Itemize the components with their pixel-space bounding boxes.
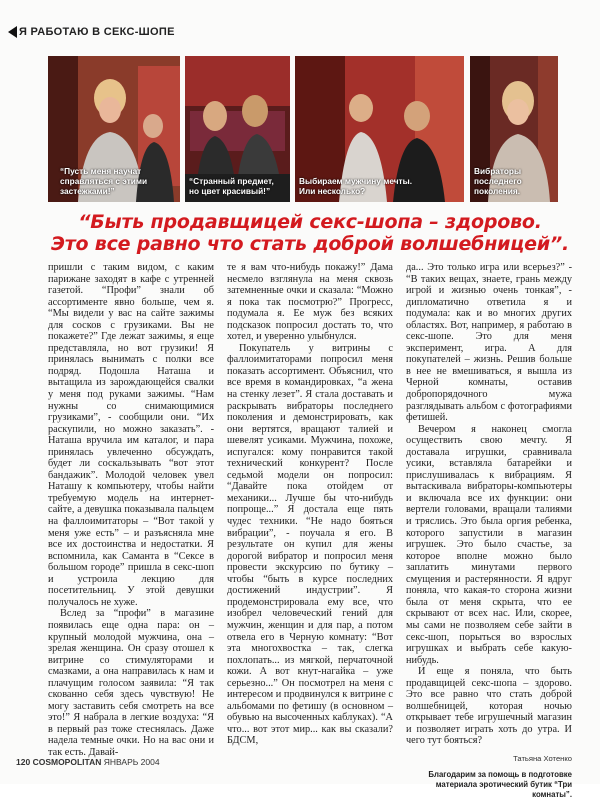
pull-quote-headline xyxy=(48,211,572,255)
paragraph: И еще я поняла, что быть продавщицей секс-шопа – здорово. Это все равно что стать доброй волшебницей, которая ночью открывает тебе игрушечный магазин и позволяет играть хоть до утра. И чего тут бояться? xyxy=(406,666,572,747)
article-column-1 xyxy=(48,262,214,758)
headline-line-2: Это все равно что стать доброй волшебницей”. xyxy=(50,233,570,255)
section-tag xyxy=(8,26,175,38)
page-number: 120 xyxy=(16,757,31,767)
page-footer xyxy=(16,757,160,767)
paragraph: Покупатель у витрины с фаллоимитаторами попросил меня показать ассортимент. Объяснил, что все время в командировках, “а жена на стенку лезет”. Я стала доставать и раскрывать вибраторы последнего поколения и демонстрировать, как они вертятся, вращают талией и шевелят усиками. Мужчина, похоже, испугался: кому понравится такой технический конкурент? После седьмой модели он попросил: “Давайте пока отойдем от механики... Лучше бы что-нибудь попроще...” Я достала еще пять чудес техники. “Не надо бояться вибрации”, - поучала я его. В результате он купил для жены дорогой вибратор и попросил меня провести экскурсию по бутику – чтобы “быть в курсе последних достижений индустрии”. Я продемонстрировала ему все, что изобрел человеческий гений для мужчин, женщин и для пар, а потом отвела его в Черную комнату: “Вот эта многохвостка – так, слегка похлопать... из мягкой, перчаточной кожи. А вот кнут-нагайка – уже серьезно...” Он посмотрел на меня с интересом и продвинулся к витрине с альбомами по фетишу (в основном – обувью на высоченных каблуках). “А что... вот этот мир... как вы сказали? БДСМ, xyxy=(227,342,393,747)
paragraph: пришли с таким видом, с каким парижане заходят в кафе с утренней газетой. “Профи” знали об ассортименте явно больше, чем я. “Мы видели у вас на сайте зажимы для сосков с грузиками. Вы не покажете?” Где лежат зажимы, я еще представляла, но вот грузики! Я принялась вынимать с полки все подряд. Подошла Наташа и вытащила из зарождающейся свалки у меня под руками зажимы. “Нам нужны со снимающимися грузиками”, - сообщили они. “Их раскупили, но можно заказать”. - Наташа вручила им каталог, и пара принялась увлеченно обсуждать, будет ли соскальзывать “вот этот бандажик”. Молодой человек увел Наташу к компьютеру, чтобы найти требуемую модель на интернет-сайте, а девушка показывала пальцем на фаллоимитаторы – “Вот такой у меня уже есть” – и разъясняла мне все их достоинства и недостатки. Я вспомнила, как Саманта в “Сексе в большом городе” пришла в секс-шоп и устроила лекцию для посетительниц. У этой девушки получалось не хуже. xyxy=(48,262,214,608)
author-signature: Татьяна Хотенко xyxy=(513,753,572,763)
triangle-left-icon xyxy=(8,26,17,38)
issue-date: ЯНВАРЬ 2004 xyxy=(103,757,160,767)
paragraph: Вслед за “профи” в магазине появилась еще одна пара: он – крупный молодой мужчина, она – зрелая женщина. Он сразу отошел к витрине со стимуляторами и смазками, а она направилась к нам и плачущим голосом заявила: “Я так скованно себя здесь чувствую! Не могу заставить себя смотреть на все это!” Я набрала в легкие воздуха: “Я в первый раз тоже стеснялась. Даже надела темные очки. Но на вас они и так есть. Давай- xyxy=(48,608,214,758)
paragraph: Вечером я наконец смогла осуществить свою мечту. Я доставала игрушки, сравнивала усики, вставляла батарейки и прислушивалась к вибрациям. Я вытаскивала вибраторы-компьютеры и включала все их функции: они вертели головами, вращали талиями и тряслись. Это была оргия ребенка, которого запустили в магазин игрушек. Это было счастье, за которое вполне можно было заплатить минутами первого смущения и растерянности. Я вдруг поняла, что какая-то сторона жизни была от меня скрыта, что ее скрывают от всех нас. Или, скорее, мы сами не позволяем себе зайти в секс-шоп, порыться во взрослых игрушках и выбрать себе какую-нибудь. xyxy=(406,423,572,666)
acknowledgement: Благодарим за помощь в подготовке материала эротический бутик “Три комнаты”. xyxy=(428,769,572,799)
photo-2-caption: “Странный предмет, но цвет красивый!” xyxy=(189,176,274,196)
section-label: Я РАБОТАЮ В СЕКС-ШОПЕ xyxy=(19,26,175,38)
photo-strip xyxy=(48,56,558,202)
photo-4-caption: Вибраторы последнего поколения. xyxy=(474,166,522,196)
photo-3-caption: Выбираем мужчину мечты. Или несколько? xyxy=(299,176,413,196)
paragraph: те я вам что-нибудь покажу!” Дама несмело взглянула на меня сквозь затемненные очки и сказала: “Можно я пока так посмотрю?” Прогресс, подумала я. Ее муж без всяких подсказок попросил достать то, что хотел, и уверенно улыбнулся. xyxy=(227,262,393,343)
photo-1-caption: “Пусть меня научат справляться с этими застежками!” xyxy=(60,166,148,196)
photo-4 xyxy=(470,56,558,202)
magazine-name: COSMOPOLITAN xyxy=(32,757,102,767)
article-column-2 xyxy=(227,262,393,747)
photo-1 xyxy=(48,56,180,202)
paragraph: да... Это только игра или всерьез?” - “В таких вещах, знаете, грань между игрой и жизнью очень тонкая”, - дипломатично ответила я и подумала: как и во многих других областях. Вот, например, я работаю в секс-шопе. Это для меня эксперимент, игра. А для покупателей – жизнь. Решив больше в нее не вмешиваться, я вышла из Черной комнаты, оставив добропорядочного мужа разглядывать альбом с фотографиями фетишей. xyxy=(406,262,572,424)
photo-3 xyxy=(295,56,464,202)
photo-2 xyxy=(185,56,290,202)
headline-line-1: “Быть продавщицей секс-шопа – здорово. xyxy=(78,211,542,233)
article-column-3 xyxy=(406,262,572,799)
